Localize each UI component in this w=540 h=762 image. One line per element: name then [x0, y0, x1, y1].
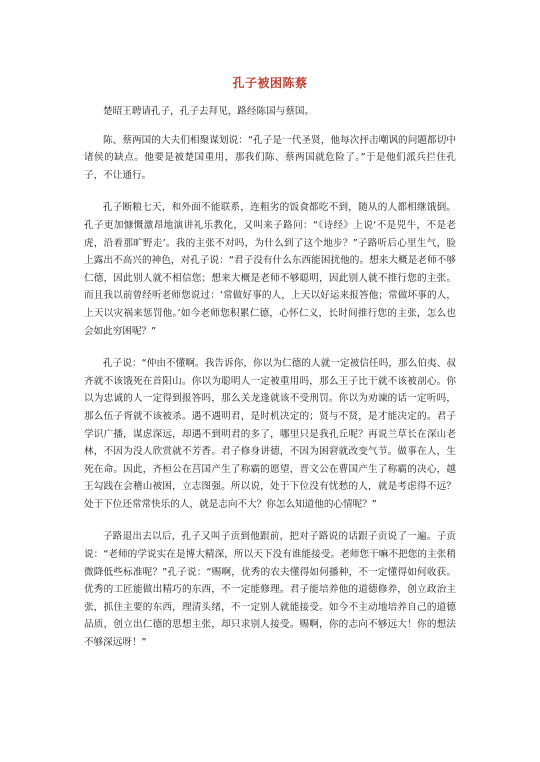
paragraph-4: 孔子说：“仲由不懂啊。我告诉你，你以为仁德的人就一定被信任吗，那么伯夷、叔齐就不该饿死在首阳山。你以为聪明人一定被重用吗，那么王子比干就不该被剖心。你以为忠诚的人一定得到报答吗，那么关龙逢就该不受刑罚。你以为劝谏的话一定听吗，那么伍子胥就不该被杀。遇不遇明君，是时机决定的；贤与不贤，是才能决定的。君子学识广播，谋虑深远，却遇不到明君的多了，哪里只是我孔丘呢？再说兰草长在深山老林，不因为没人欣赏就不芳香。君子修身讲德，不因为困窘就改变气节。做事在人，生死在命。因此，齐桓公在莒国产生了称霸的愿望，晋文公在曹国产生了称霸的决心，越王勾践在会稽山被困，立志图强。所以说，处于下位没有忧愁的人，就是考虑得不远？处于下位还常常快乐的人，就是志向不大？你怎么知道他的心情呢？” — [84, 358, 456, 510]
document-title: 孔子被困陈蔡 — [232, 76, 308, 90]
document-page — [84, 74, 456, 652]
paragraph-2: 陈、蔡两国的大夫们相聚谋划说：“孔子是一代圣贤，他每次抨击嘲讽的问题都切中诸侯的缺点。他要是被楚国重用，那我们陈、蔡两国就危险了。”于是他们派兵拦住孔子，不让通行。 — [84, 134, 456, 181]
paragraph-gap — [84, 340, 456, 355]
paragraph-gap — [84, 184, 456, 199]
paragraph-5: 子路退出去以后，孔子又叫子贡到他跟前，把对子路说的话跟子贡说了一遍。子贡说：“老师的学说实在是博大精深，所以天下没有谁能接受。老师您干嘛不把您的主张稍微降低些标准呢？”孔子说：“赐啊，优秀的农夫懂得如何播种，不一定懂得如何收获。优秀的工匠能做出精巧的东西，不一定能修理。君子能培养他的道德修养，创立政治主张，抓住主要的东西，理清头绪，不一定别人就能接受。如今不主动地培养自己的道德品质，创立出仁德的思想主张，却只求别人接受。赐啊，你的志向不够远大！你的想法不够深远呀！” — [84, 531, 456, 649]
paragraph-1: 楚昭王聘请孔子，孔子去拜见，路经陈国与蔡国。 — [103, 106, 315, 117]
paragraph-3: 孔子断粮七天，和外面不能联系，连粗劣的饭食都吃不到，随从的人都相继饿倒。孔子更加慷慨激昂地演讲礼乐教化，又叫来子路问：“《诗经》上说‘不是兕牛，不是老虎，沿着那旷野走’。我的主张不对吗，为什么到了这个地步？”子路听后心里生气，脸上露出不高兴的神色，对孔子说：“君子没有什么东西能困扰他的。想来大概是老师不够仁德，因此别人就不相信您；想来大概是老师不够聪明，因此别人就不推行您的主张。而且我以前曾经听老师您说过：‘常做好事的人，上天以好运来报答他；常做坏事的人，上天以灾祸来惩罚他。’如今老师您积累仁德，心怀仁义，长时间推行您的主张，怎么也会如此穷困呢？” — [84, 202, 456, 337]
paragraph-gap — [84, 513, 456, 528]
paragraph-gap — [84, 121, 456, 132]
